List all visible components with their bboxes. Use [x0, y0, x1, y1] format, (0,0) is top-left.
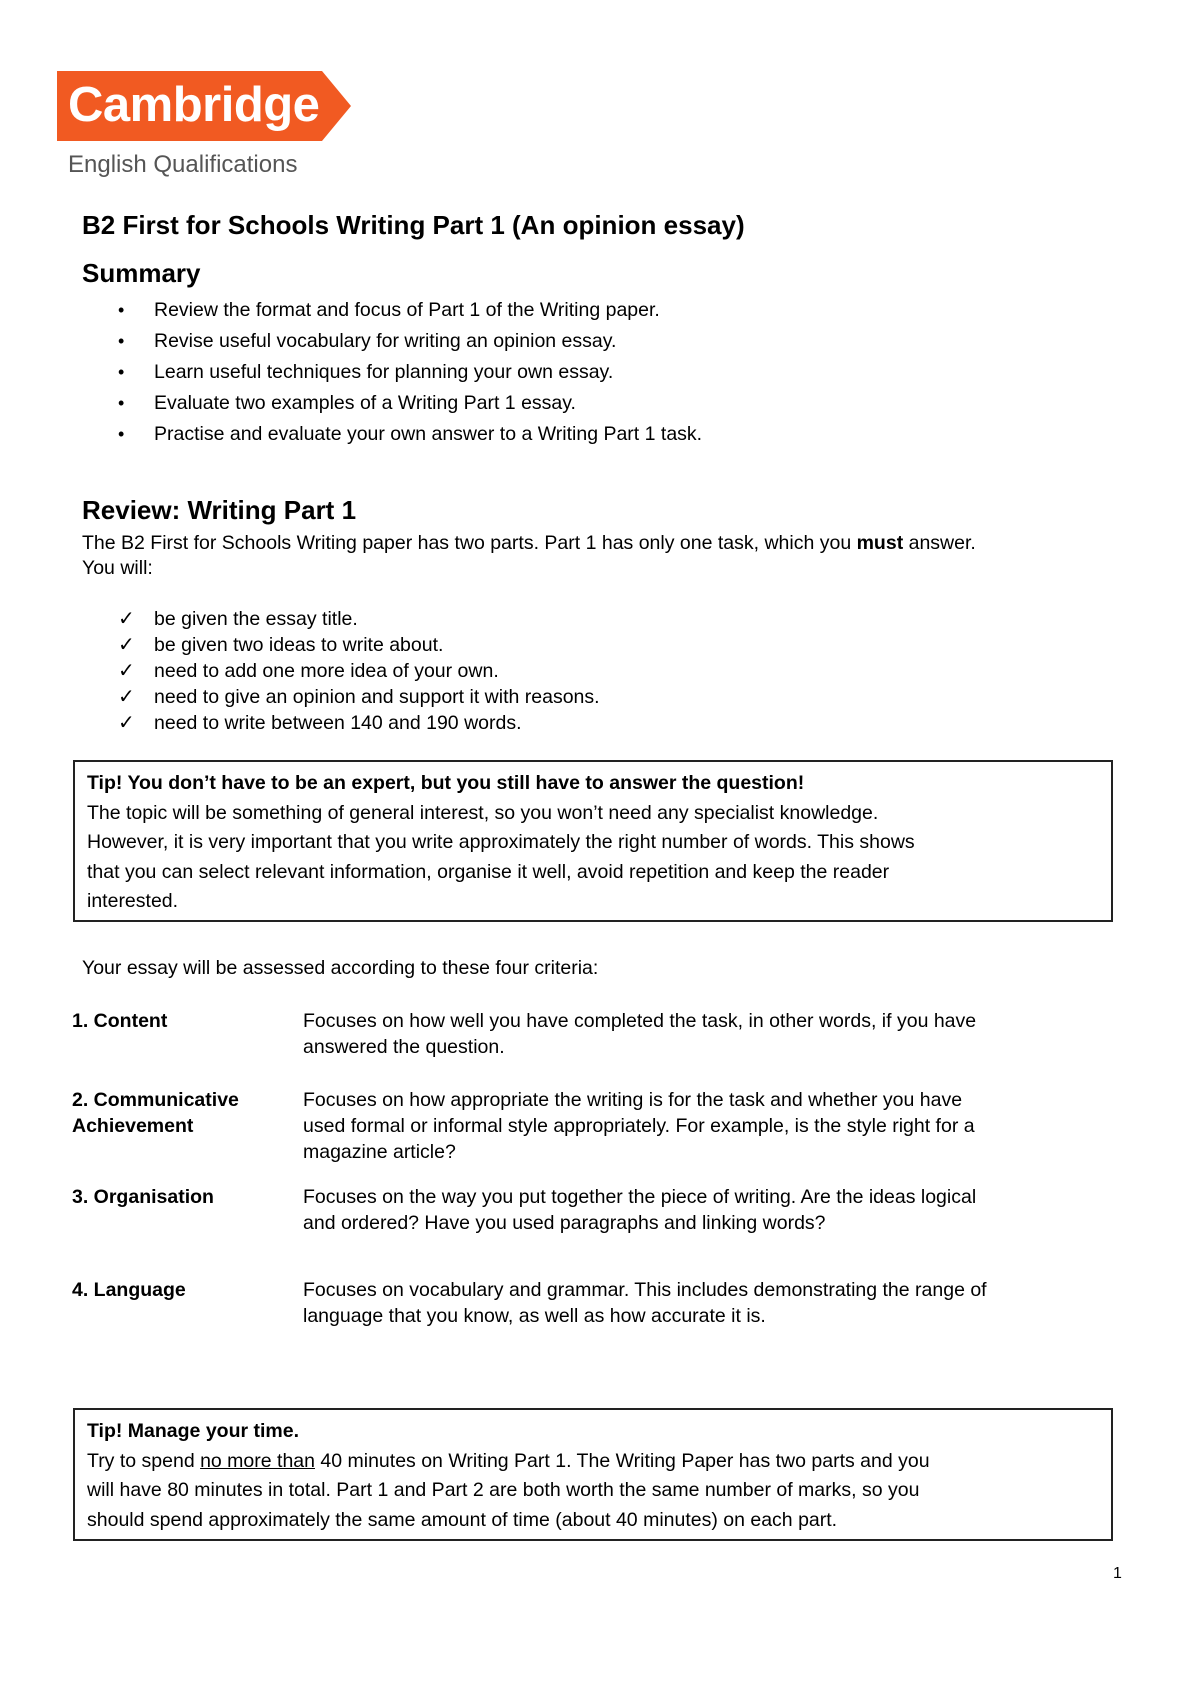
logo-arrow: [322, 71, 351, 141]
tip-heading: Tip! You don’t have to be an expert, but you still have to answer the question!: [87, 772, 805, 794]
review-heading: Review: Writing Part 1: [82, 495, 357, 525]
check-item: ✓ be given the essay title.: [118, 608, 358, 630]
bullet-icon: •: [118, 331, 125, 351]
criterion-label: 2. Communicative Achievement: [72, 1089, 239, 1137]
summary-item: • Evaluate two examples of a Writing Part 1 essay.: [118, 392, 576, 414]
review-intro: The B2 First for Schools Writing paper has two parts. Part 1 has only one task, which you must answer. You will:: [82, 532, 976, 579]
tip-line: The topic will be something of general interest, so you won’t need any specialist knowledge.: [87, 801, 879, 824]
bullet-icon: •: [118, 300, 125, 320]
tip-line: will have 80 minutes in total. Part 1 and Part 2 are both worth the same number of marks, so you: [87, 1479, 920, 1501]
check-item: ✓ need to give an opinion and support it with reasons.: [118, 686, 600, 708]
bullet-icon: •: [118, 362, 125, 382]
summary-item: • Practise and evaluate your own answer to a Writing Part 1 task.: [118, 423, 703, 445]
summary-item: • Review the format and focus of Part 1 of the Writing paper.: [118, 299, 660, 321]
logo-subtitle: English Qualifications: [68, 151, 298, 178]
check-item: ✓ need to write between 140 and 190 words.: [118, 712, 522, 734]
tip-line: However, it is very important that you write approximately the right number of words. This shows: [87, 831, 915, 853]
criterion-description: Focuses on how appropriate the writing is for the task and whether you have used formal or informal style appropriately. For example, is the style right for a magazine article?: [303, 1089, 975, 1163]
summary-heading: Summary: [82, 258, 201, 288]
check-item: ✓ be given two ideas to write about.: [118, 634, 444, 656]
checkmark-icon: ✓: [118, 712, 135, 734]
criterion-description: Focuses on the way you put together the piece of writing. Are the ideas logical and ordered? Have you used paragraphs and linking words?: [303, 1186, 977, 1234]
document-title: B2 First for Schools Writing Part 1 (An opinion essay): [82, 210, 745, 240]
checkmark-icon: ✓: [118, 660, 135, 682]
page-number: 1: [1113, 1565, 1122, 1582]
tip-box-time: [73, 1408, 1113, 1541]
criterion-label: 3. Organisation: [72, 1186, 214, 1208]
check-item: ✓ need to add one more idea of your own.: [118, 660, 499, 682]
bullet-icon: •: [118, 393, 125, 413]
tip-box-expert: [73, 760, 1113, 922]
criterion-description: Focuses on how well you have completed the task, in other words, if you have answered the question.: [303, 1010, 977, 1058]
tip-heading: Tip! Manage your time.: [87, 1420, 300, 1442]
logo-wordmark: Cambridge: [68, 78, 320, 132]
criterion-label: 4. Language: [72, 1279, 186, 1301]
criterion-label: 1. Content: [72, 1010, 168, 1032]
summary-item: • Revise useful vocabulary for writing an opinion essay.: [118, 330, 617, 352]
criteria-intro: Your essay will be assessed according to these four criteria:: [82, 957, 599, 979]
tip-line: interested.: [87, 890, 179, 912]
checkmark-icon: ✓: [118, 608, 135, 630]
bullet-icon: •: [118, 424, 125, 444]
tip-line: should spend approximately the same amount of time (about 40 minutes) on each part.: [87, 1508, 838, 1531]
tip-line: Try to spend no more than 40 minutes on Writing Part 1. The Writing Paper has two parts and you: [87, 1449, 930, 1472]
tip-line: that you can select relevant information, organise it well, avoid repetition and keep the reader: [87, 860, 890, 883]
summary-item: • Learn useful techniques for planning your own essay.: [118, 361, 614, 383]
criterion-description: Focuses on vocabulary and grammar. This includes demonstrating the range of language that you know, as well as how accurate it is.: [303, 1279, 987, 1327]
checkmark-icon: ✓: [118, 634, 135, 656]
checkmark-icon: ✓: [118, 686, 135, 708]
summary-list: [82, 298, 1122, 453]
review-checklist: [82, 607, 1122, 737]
